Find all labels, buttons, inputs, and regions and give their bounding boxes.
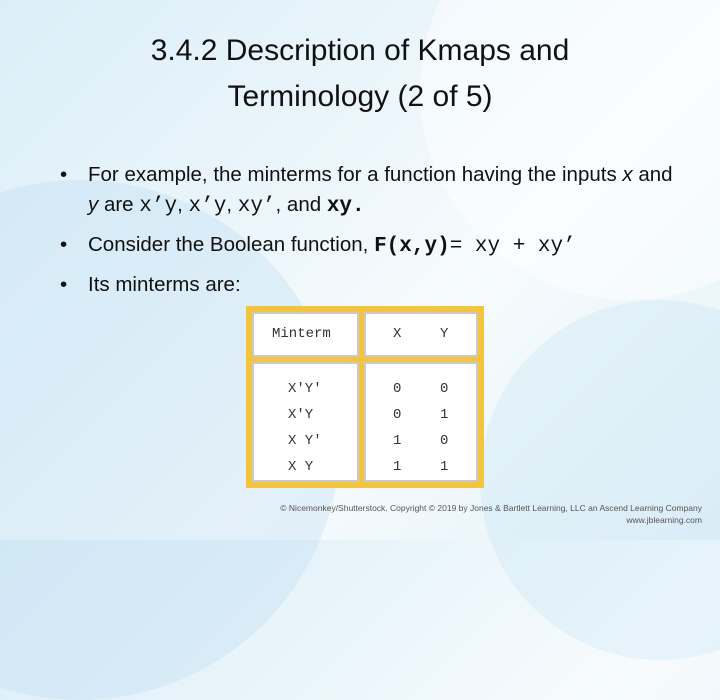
table-cell-x: 1	[393, 433, 402, 449]
bullet-text: , and	[275, 193, 327, 216]
bullet-text: and	[632, 163, 673, 186]
minterm-term: xy.	[326, 195, 365, 218]
bullet-text: Consider the Boolean function,	[88, 233, 375, 256]
minterm-term: x’y	[139, 195, 178, 218]
table-cell-x: 0	[393, 381, 402, 397]
bullet-text: ,	[177, 193, 189, 216]
bullet-item-boolean-function	[56, 230, 676, 262]
table-cell-x: 1	[393, 459, 402, 475]
table-cell-y: 0	[440, 381, 449, 397]
function-expression: = xy + xy’	[449, 235, 576, 258]
website-line: www.jblearning.com	[626, 515, 702, 525]
table-cell-x: 0	[393, 407, 402, 423]
bullet-item-minterms-intro	[56, 270, 676, 300]
minterm-term: x’y	[188, 195, 227, 218]
table-cell-minterm: X Y	[288, 459, 314, 475]
copyright-footer	[280, 502, 702, 526]
bullet-item-minterms-example	[56, 160, 676, 222]
minterm-column	[252, 362, 359, 482]
minterm-term: xy’	[237, 195, 276, 218]
header-minterm: Minterm	[272, 326, 331, 342]
slide-title	[60, 28, 660, 120]
table-header-cell	[252, 312, 359, 357]
bullet-text: ,	[226, 193, 238, 216]
background-shape	[480, 300, 720, 660]
bullet-list	[56, 160, 676, 308]
header-x: X	[393, 326, 402, 342]
table-cell-y: 1	[440, 459, 449, 475]
minterm-table	[246, 306, 484, 488]
variable-x: x	[622, 163, 633, 186]
function-name: F(x,y)	[374, 235, 450, 258]
slide-title-line2: Terminology (2 of 5)	[227, 80, 493, 113]
variable-y: y	[88, 193, 99, 216]
bullet-icon: •	[60, 273, 68, 296]
bullet-icon: •	[60, 233, 68, 256]
slide-title-line1: 3.4.2 Description of Kmaps and	[150, 34, 570, 67]
values-column	[364, 362, 478, 482]
table-cell-minterm: X Y'	[288, 433, 322, 449]
table-cell-minterm: X'Y'	[288, 381, 322, 397]
table-cell-minterm: X'Y	[288, 407, 314, 423]
copyright-line: © Nicemonkey/Shutterstock. Copyright © 2019 by Jones & Bartlett Learning, LLC an Ascend Learning Company	[280, 503, 702, 513]
table-cell-y: 1	[440, 407, 449, 423]
bullet-text: For example, the minterms for a function having the inputs	[88, 163, 623, 186]
bullet-text: Its minterms are:	[88, 273, 241, 296]
header-y: Y	[440, 326, 449, 342]
table-cell-y: 0	[440, 433, 449, 449]
table-header-cell	[364, 312, 478, 357]
bullet-text: are	[98, 193, 140, 216]
bullet-icon: •	[60, 163, 68, 186]
